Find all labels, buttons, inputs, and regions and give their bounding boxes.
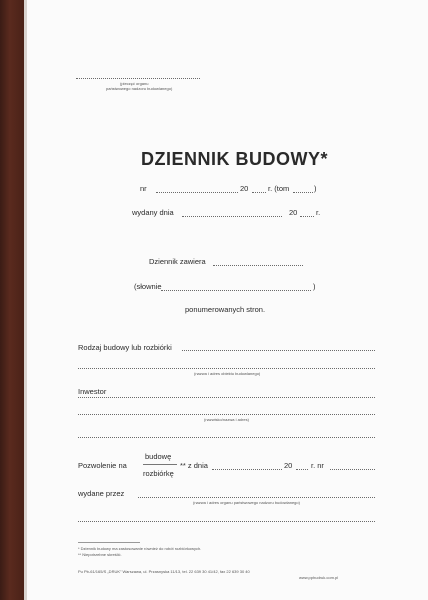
permit-date-label: ** z dnia: [180, 461, 208, 470]
nr-year-label: 20: [240, 184, 249, 193]
investor-field-2[interactable]: [78, 414, 375, 415]
binding-spine: [0, 0, 24, 600]
permit-option-build[interactable]: budowę: [145, 452, 172, 461]
tom-label: r. (tom: [268, 184, 290, 193]
issued-year-field[interactable]: [300, 216, 314, 217]
issued-date-field[interactable]: [182, 216, 282, 217]
permit-nr-field[interactable]: [330, 469, 375, 470]
words-field[interactable]: [161, 290, 311, 291]
issued-by-caption: (nazwa i adres organu państwowego nadzoru budowlanego): [193, 500, 300, 505]
pages-label: ponumerowanych stron.: [185, 305, 266, 314]
issued-label: wydany dnia: [132, 208, 174, 217]
construction-type-label: Rodzaj budowy lub rozbiórki: [78, 343, 172, 352]
footnote-1: * Dziennik budowy ma zastosowanie również do robót rozbiórkowych.: [78, 546, 202, 551]
permit-option-demolish[interactable]: rozbiórkę: [143, 469, 174, 478]
stamp-line: [76, 78, 200, 79]
contains-label: Dziennik zawiera: [149, 257, 206, 266]
permit-option-divider: [143, 464, 177, 465]
investor-label: Inwestor: [78, 387, 107, 396]
tom-field[interactable]: [293, 192, 313, 193]
permit-date-field[interactable]: [212, 469, 282, 470]
permit-label: Pozwolenie na: [78, 461, 127, 470]
construction-type-caption: (nazwa i adres obiektu budowlanego): [194, 371, 261, 376]
issued-r-label: r.: [316, 208, 321, 217]
binding-edge: [24, 0, 27, 600]
stamp-caption-1: (pieczęć organu: [120, 81, 149, 86]
tom-close: ): [314, 184, 317, 193]
permit-nr-label: r. nr: [311, 461, 324, 470]
investor-caption: (nazwisko/nazwa i adres): [204, 417, 249, 422]
investor-field-1[interactable]: [78, 397, 375, 398]
page-title: DZIENNIK BUDOWY*: [141, 149, 328, 169]
investor-field-3[interactable]: [78, 437, 375, 438]
nr-label: nr: [140, 184, 147, 193]
construction-type-field-2[interactable]: [78, 368, 375, 369]
issued-by-label: wydane przez: [78, 489, 125, 498]
stamp-caption-2: państwowego nadzoru budowlanego): [106, 86, 173, 91]
permit-year-label: 20: [284, 461, 293, 470]
permit-year-field[interactable]: [296, 469, 308, 470]
words-close: ): [313, 282, 316, 291]
issued-by-field-1[interactable]: [138, 497, 375, 498]
issued-year-label: 20: [289, 208, 298, 217]
contains-field[interactable]: [213, 265, 303, 266]
footnote-2: ** Niepotrzebne skreślić.: [78, 552, 122, 557]
issued-by-field-2[interactable]: [78, 521, 375, 522]
footnote-rule: [78, 542, 140, 543]
construction-type-field-1[interactable]: [182, 350, 375, 351]
words-label: (słownie: [134, 282, 162, 291]
nr-year-field[interactable]: [252, 192, 266, 193]
nr-field[interactable]: [156, 192, 238, 193]
publisher-info: Pu Pb-61/165/S „DRUK" Warszawa, ul. Przasnyska 11/13, tel. 22 639 30 41/42, fax 22 639 30 40: [78, 569, 250, 574]
publisher-website: www.pphudruk.com.pl: [299, 575, 339, 580]
